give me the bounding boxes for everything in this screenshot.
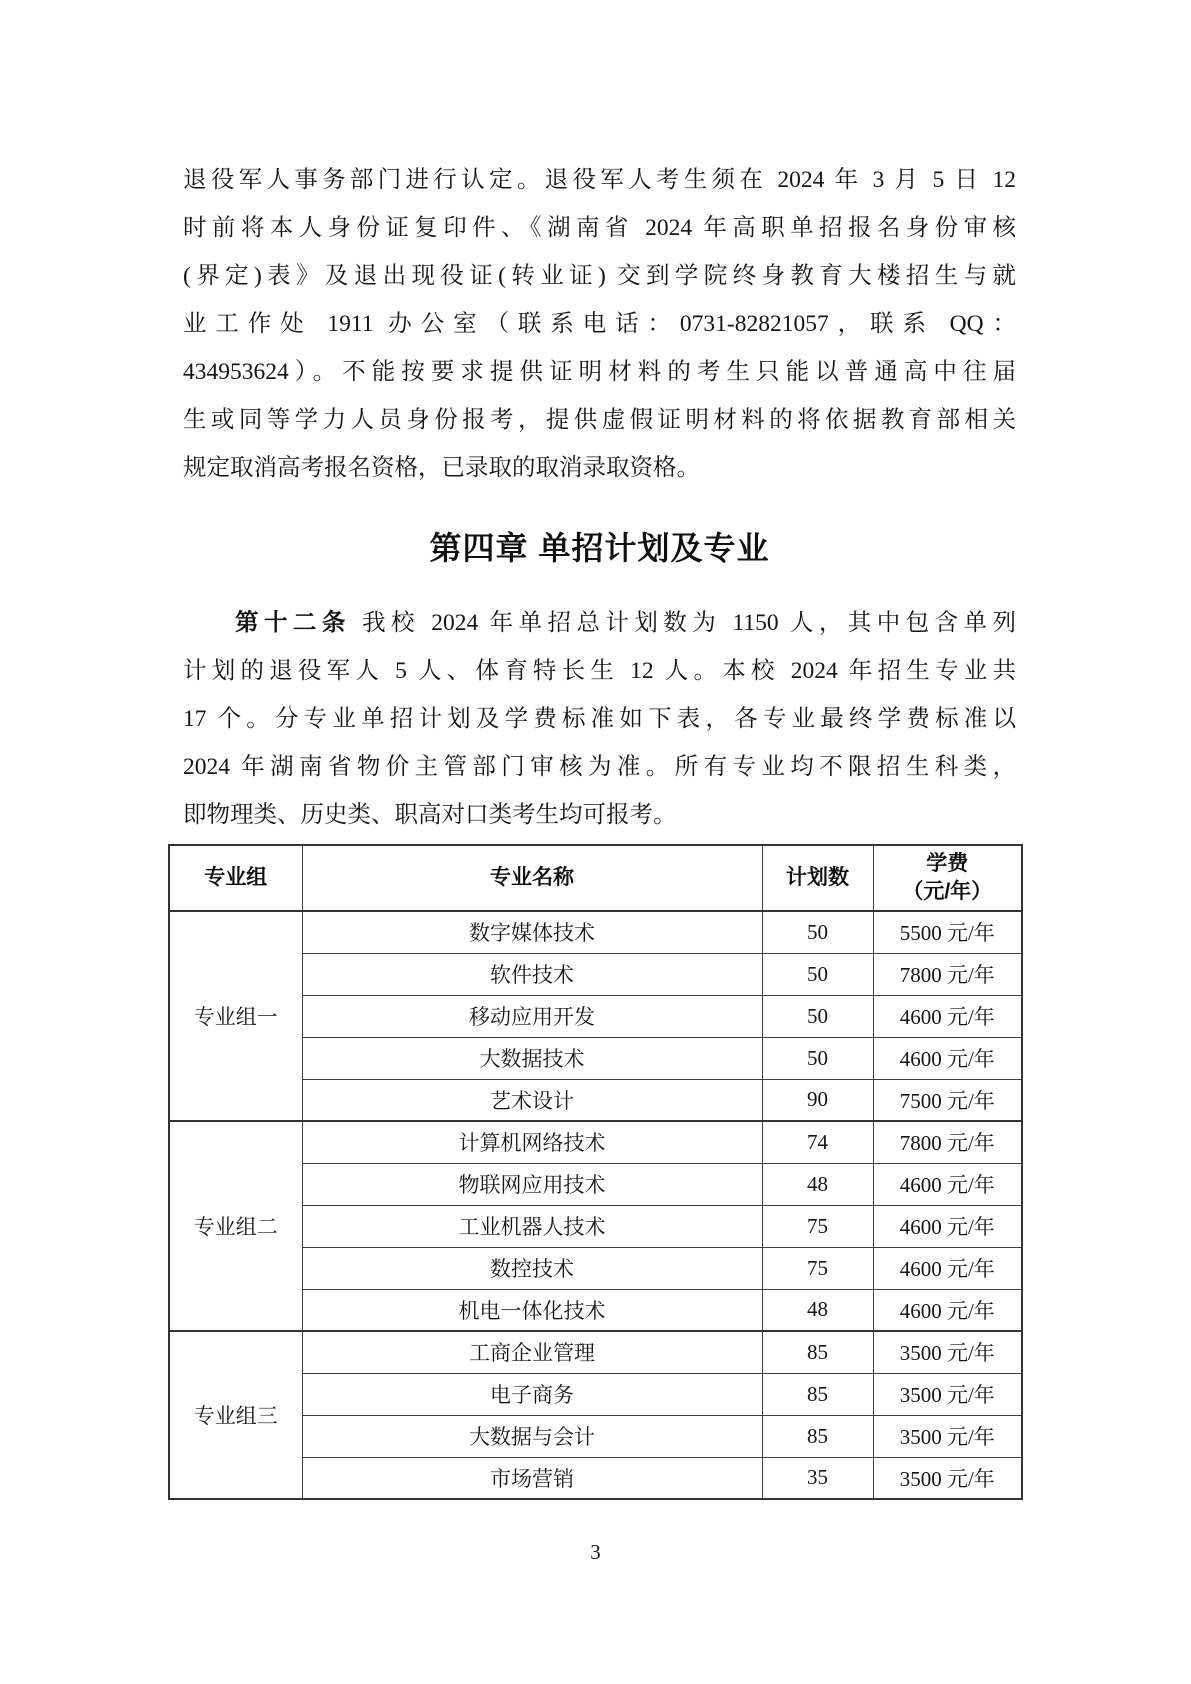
plan-count-cell: 50 bbox=[762, 911, 873, 953]
major-name-cell: 移动应用开发 bbox=[302, 995, 762, 1037]
table-row bbox=[169, 911, 1022, 953]
plan-count-cell: 85 bbox=[762, 1415, 873, 1457]
tuition-cell: 4600 元/年 bbox=[873, 995, 1022, 1037]
tuition-cell: 4600 元/年 bbox=[873, 1205, 1022, 1247]
major-name-cell: 市场营销 bbox=[302, 1457, 762, 1499]
plan-count-cell: 85 bbox=[762, 1331, 873, 1373]
tuition-cell: 3500 元/年 bbox=[873, 1415, 1022, 1457]
text-line: (界定)表》及退出现役证(转业证) 交到学院终身教育大楼招生与就 bbox=[183, 263, 1016, 289]
text-line: 第十二条 我校 2024 年单招总计划数为 1150 人，其中包含单列 bbox=[235, 609, 1017, 636]
plan-count-cell: 50 bbox=[762, 1037, 873, 1079]
tuition-cell: 7800 元/年 bbox=[873, 953, 1022, 995]
paragraph-intro bbox=[183, 156, 1016, 492]
plan-count-cell: 75 bbox=[762, 1247, 873, 1289]
header-tuition-line1: 学费 bbox=[926, 852, 969, 875]
plan-count-cell: 85 bbox=[762, 1373, 873, 1415]
major-name-cell: 艺术设计 bbox=[302, 1079, 762, 1121]
table-row bbox=[169, 1331, 1022, 1373]
enrollment-plan-table bbox=[168, 844, 1023, 1500]
text-line: 即物理类、历史类、职高对口类考生均可报考。 bbox=[183, 802, 677, 828]
header-tuition bbox=[873, 845, 1022, 911]
tuition-cell: 3500 元/年 bbox=[873, 1457, 1022, 1499]
major-name-cell: 物联网应用技术 bbox=[302, 1163, 762, 1205]
text-line: 计划的退役军人 5 人、体育特长生 12 人。本校 2024 年招生专业共 bbox=[183, 658, 1016, 684]
major-name-cell: 软件技术 bbox=[302, 953, 762, 995]
tuition-cell: 4600 元/年 bbox=[873, 1037, 1022, 1079]
major-name-cell: 大数据与会计 bbox=[302, 1415, 762, 1457]
text-line: 退役军人事务部门进行认定。退役军人考生须在 2024 年 3 月 5 日 12 bbox=[183, 167, 1016, 193]
header-tuition-line2: （元/年） bbox=[902, 880, 993, 903]
text-line: 规定取消高考报名资格，已录取的取消录取资格。 bbox=[183, 455, 700, 481]
group-name-cell: 专业组二 bbox=[169, 1121, 302, 1331]
major-name-cell: 工商企业管理 bbox=[302, 1331, 762, 1373]
tuition-cell: 4600 元/年 bbox=[873, 1247, 1022, 1289]
table-header-row bbox=[169, 845, 1022, 911]
text-line: 业工作处 1911 办公室（联系电话：0731-82821057，联系 QQ： bbox=[183, 311, 1016, 337]
plan-count-cell: 35 bbox=[762, 1457, 873, 1499]
major-name-cell: 机电一体化技术 bbox=[302, 1289, 762, 1331]
text-line: 17 个。分专业单招计划及学费标准如下表，各专业最终学费标准以 bbox=[183, 706, 1016, 732]
tuition-cell: 4600 元/年 bbox=[873, 1289, 1022, 1331]
text-line: 2024 年湖南省物价主管部门审核为准。所有专业均不限招生科类， bbox=[183, 754, 1016, 780]
group-name-cell: 专业组三 bbox=[169, 1331, 302, 1499]
header-major-name: 专业名称 bbox=[302, 845, 762, 911]
header-major-group: 专业组 bbox=[169, 845, 302, 911]
plan-count-cell: 48 bbox=[762, 1163, 873, 1205]
tuition-cell: 3500 元/年 bbox=[873, 1373, 1022, 1415]
page-number: 3 bbox=[590, 1540, 601, 1564]
text-line: 时前将本人身份证复印件、《湖南省 2024 年高职单招报名身份审核 bbox=[183, 215, 1016, 241]
group-name-cell: 专业组一 bbox=[169, 911, 302, 1121]
tuition-cell: 4600 元/年 bbox=[873, 1163, 1022, 1205]
major-name-cell: 计算机网络技术 bbox=[302, 1121, 762, 1163]
article-number: 第十二条 bbox=[235, 609, 351, 635]
tuition-cell: 7500 元/年 bbox=[873, 1079, 1022, 1121]
tuition-cell: 3500 元/年 bbox=[873, 1331, 1022, 1373]
plan-count-cell: 75 bbox=[762, 1205, 873, 1247]
plan-count-cell: 50 bbox=[762, 995, 873, 1037]
plan-count-cell: 74 bbox=[762, 1121, 873, 1163]
paragraph-article-12 bbox=[183, 598, 1016, 839]
tuition-cell: 7800 元/年 bbox=[873, 1121, 1022, 1163]
major-name-cell: 数控技术 bbox=[302, 1247, 762, 1289]
header-plan-count: 计划数 bbox=[762, 845, 873, 911]
major-name-cell: 大数据技术 bbox=[302, 1037, 762, 1079]
chapter-heading: 第四章 单招计划及专业 bbox=[429, 530, 770, 566]
plan-count-cell: 50 bbox=[762, 953, 873, 995]
text-line: 434953624）。不能按要求提供证明材料的考生只能以普通高中往届 bbox=[183, 359, 1016, 385]
plan-count-cell: 48 bbox=[762, 1289, 873, 1331]
text-line: 生或同等学力人员身份报考，提供虚假证明材料的将依据教育部相关 bbox=[183, 407, 1016, 433]
tuition-cell: 5500 元/年 bbox=[873, 911, 1022, 953]
table-row bbox=[169, 1121, 1022, 1163]
major-name-cell: 工业机器人技术 bbox=[302, 1205, 762, 1247]
plan-count-cell: 90 bbox=[762, 1079, 873, 1121]
major-name-cell: 数字媒体技术 bbox=[302, 911, 762, 953]
major-name-cell: 电子商务 bbox=[302, 1373, 762, 1415]
